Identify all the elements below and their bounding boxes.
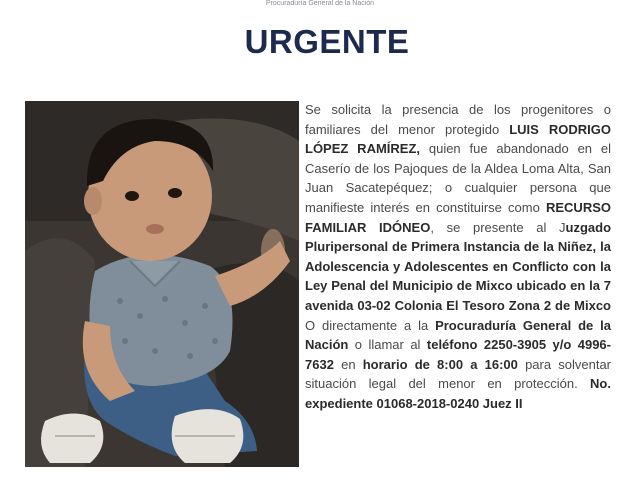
phone-numbers: teléfono 2250-3905 y/o 4996-7632: [305, 337, 611, 372]
baby-photo-illustration: [25, 101, 299, 467]
child-photo: [25, 101, 299, 467]
notice-call: o llamar al: [348, 337, 427, 353]
notice-in: en: [333, 356, 363, 372]
notice-purpose: para solventar situación legal del menor en protección.: [305, 356, 612, 392]
notice-intro: Se solicita la presencia de los progenitores o familiares del menor protegido: [305, 102, 611, 137]
child-name: LUIS RODRIGO LÓPEZ RAMÍREZ,: [305, 121, 611, 157]
notice-text: [305, 100, 611, 414]
file-number: No. expediente 01068-2018-0240 Juez II: [305, 376, 611, 411]
office-hours: horario de 8:00 a 16:00: [362, 356, 518, 372]
court-address: uzgado Pluripersonal de Primera Instancia de la Niñez, la Adolescencia y Adolescentes en Conflicto con la Ley Penal del Municipio de Mixco ubicado en la 7 avenida 03-02 Colonia El Tesoro Zona 2 de Mixco: [305, 219, 612, 313]
page-title: URGENTE: [244, 23, 410, 60]
organization-name: Procuraduría General de la Nación: [265, 0, 375, 6]
pgn-name: Procuraduría General de la Nación: [305, 317, 611, 353]
notice-present: , se presente al J: [430, 219, 566, 235]
notice-or: O directamente a la: [305, 317, 436, 333]
resource-label: RECURSO FAMILIAR IDÓNEO: [305, 199, 611, 235]
notice-location: quien fue abandonado en el Caserío de los Pajoques de la Aldea Loma Alta, San Juan Sacatepéquez; o cualquier persona que manifieste interés en constituirse como: [305, 141, 611, 215]
